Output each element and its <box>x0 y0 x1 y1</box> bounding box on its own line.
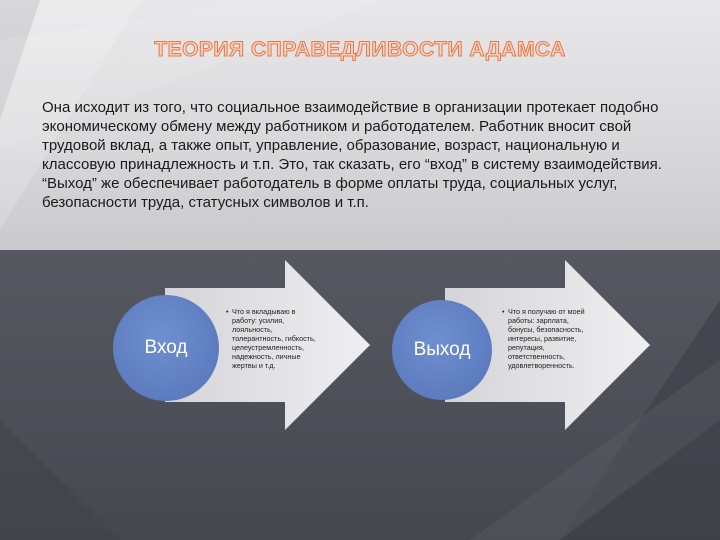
input-circle <box>113 295 219 401</box>
output-bullets <box>502 307 596 370</box>
output-circle <box>392 300 492 400</box>
output-label: Выход <box>413 339 471 360</box>
output-bullet-item: • Что я получаю от моей работы: зарплата, бонусы, безопасность, интересы, развитие, репутация, ответственность, удовлетворенность. <box>508 307 596 370</box>
input-label: Вход <box>144 337 188 358</box>
description-paragraph: Она исходит из того, что социальное взаимодействие в организации протекает подобно экономическому обмену между работником и работодателем. Работник вносит свой трудовой вклад, а также опыт, управление, образование, возраст, национальную и классовую принадлежность и т.п. Это, так сказать, его “вход” в систему взаимодействия. “Выход” же обеспечивает работодатель в форме оплаты труда, социальных услуг, безопасности труда, статусных символов и т.п. <box>42 99 662 211</box>
input-bullet-item: • Что я вкладываю в работу: усилия, лояльность, толерантность, гибкость, целеустремленность, надежность, личные жертвы и т.д. <box>232 307 318 370</box>
input-bullets <box>226 307 318 370</box>
slide-title: ТЕОРИЯ СПРАВЕДЛИВОСТИ АДАМСА <box>154 38 566 61</box>
